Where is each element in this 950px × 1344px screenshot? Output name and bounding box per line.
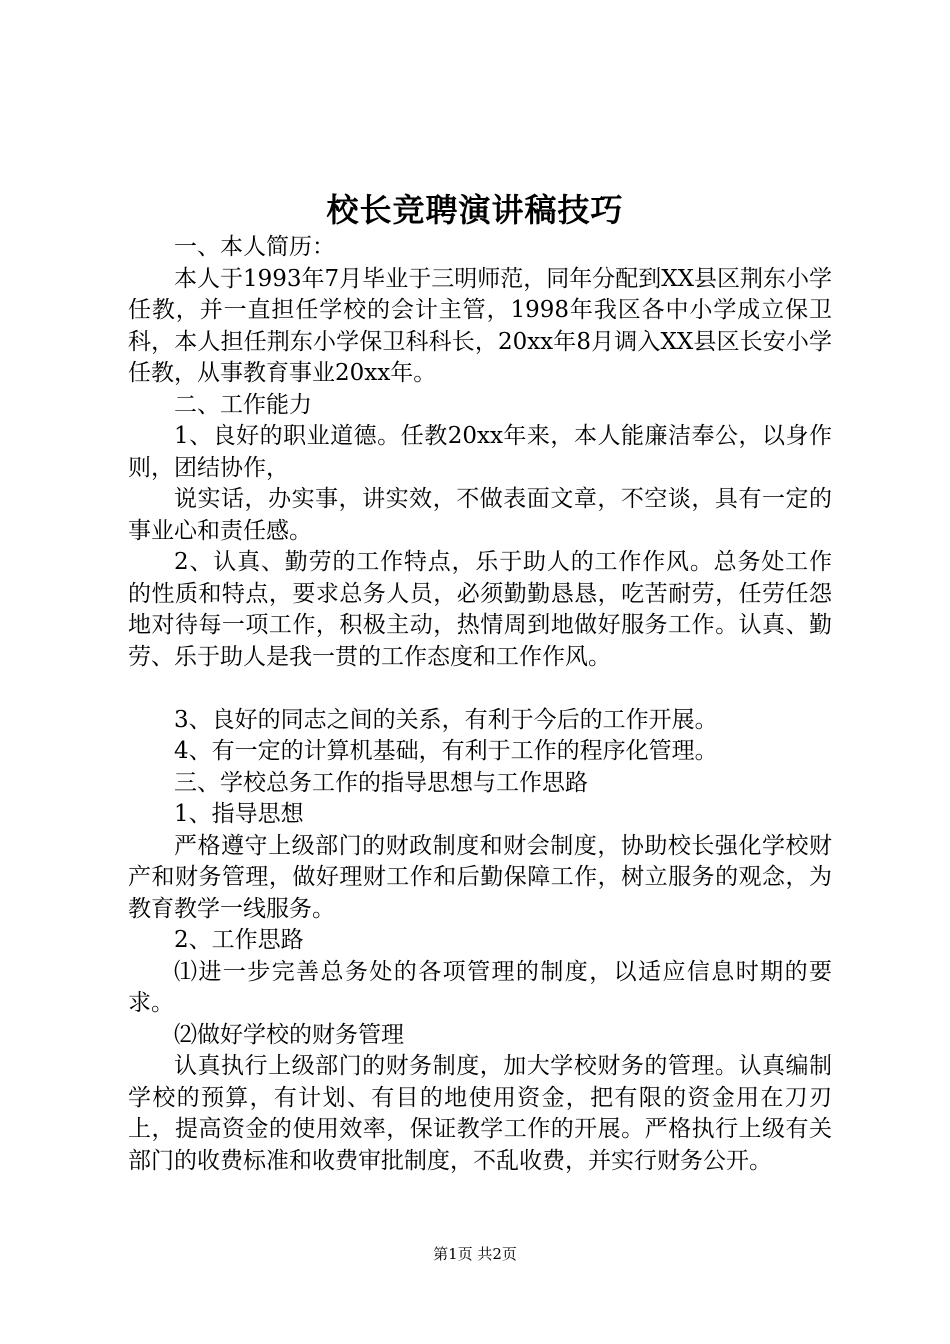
page-footer: 第1页 共2页 xyxy=(433,1245,517,1263)
paragraph-guiding-idea: 严格遵守上级部门的财政制度和财会制度，协助校长强化学校财产和财务管理，做好理财工作和后勤保障工作，树立服务的观念，为教育教学一线服务。 xyxy=(128,832,832,922)
subheading-guiding-idea: 1、指导思想 xyxy=(174,801,304,827)
paragraph-finance: 认真执行上级部门的财务制度，加大学校财务的管理。认真编制学校的预算，有计划、有目的地使用资金，把有限的资金用在刀刃上，提高资金的使用效率，保证教学工作的开展。严格执行上级有关部门的收费标准和收费审批制度，不乱收费，并实行财务公开。 xyxy=(128,1053,832,1174)
document-body xyxy=(128,232,832,1177)
paragraph-ability-4: 4、有一定的计算机基础，有利于工作的程序化管理。 xyxy=(174,738,718,764)
paragraph-resume: 本人于1993年7月毕业于三明师范，同年分配到XX县区荆东小学任教，并一直担任学校的会计主管，1998年我区各中小学成立保卫科，本人担任荆东小学保卫科科长，20xx年8月调入XX县区长安小学任教，从事教育事业20xx年。 xyxy=(128,265,832,386)
section-heading-ability: 二、工作能力 xyxy=(174,391,312,418)
blank-line xyxy=(128,673,832,705)
document-title: 校长竞聘演讲稿技巧 xyxy=(326,191,624,229)
paragraph-ability-1: 1、良好的职业道德。任教20xx年来，本人能廉洁奉公，以身作则，团结协作， xyxy=(128,423,832,481)
paragraph-work-plan-1: ⑴进一步完善总务处的各项管理的制度，以适应信息时期的要求。 xyxy=(128,958,832,1016)
paragraph-ability-1-cont: 说实话，办实事，讲实效，不做表面文章，不空谈，具有一定的事业心和责任感。 xyxy=(128,486,832,544)
subheading-work-plan: 2、工作思路 xyxy=(174,927,304,953)
paragraph-ability-3: 3、良好的同志之间的关系，有利于今后的工作开展。 xyxy=(174,706,718,733)
paragraph-work-plan-2: ⑵做好学校的财务管理 xyxy=(174,1021,404,1048)
paragraph-ability-2: 2、认真、勤劳的工作特点，乐于助人的工作作风。总务处工作的性质和特点，要求总务人员，必须勤勤恳恳，吃苦耐劳，任劳任怨地对待每一项工作，积极主动，热情周到地做好服务工作。认真、勤劳、乐于助人是我一贯的工作态度和工作作风。 xyxy=(128,549,832,670)
section-heading-guidance: 三、学校总务工作的指导思想与工作思路 xyxy=(174,769,588,796)
section-heading-resume: 一、本人简历： xyxy=(174,234,335,260)
